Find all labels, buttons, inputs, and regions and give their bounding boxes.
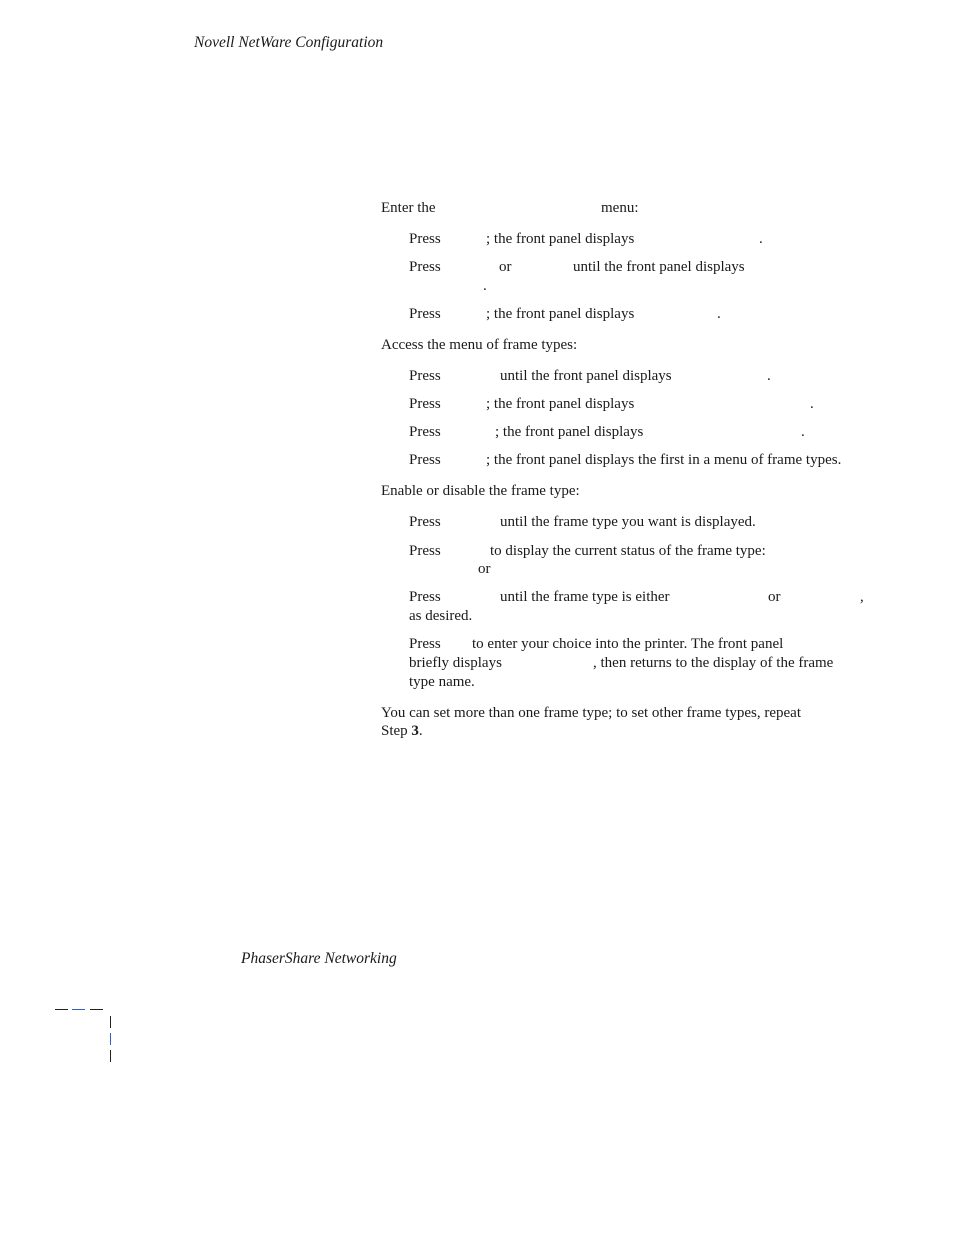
- closing-line-1: You can set more than one frame type; to set other frame types, repeat: [381, 705, 801, 721]
- running-header: Novell NetWare Configuration: [194, 34, 384, 51]
- step2d-press: Press: [409, 452, 441, 468]
- step2b-text: ; the front panel displays: [486, 396, 635, 412]
- step3b-or: or: [478, 561, 491, 577]
- step3a-text: until the frame type you want is displayed.: [500, 514, 756, 530]
- closing-step-word: Step: [381, 723, 412, 739]
- running-footer: PhaserShare Networking: [241, 950, 397, 967]
- step2b-press: Press: [409, 396, 441, 412]
- step1a-period: .: [759, 231, 763, 247]
- crop-mark-v3: [110, 1050, 111, 1062]
- step3d-end: type name.: [409, 674, 475, 690]
- step1c-press: Press: [409, 306, 441, 322]
- crop-mark-h3: [90, 1009, 103, 1010]
- step3b-text: to display the current status of the frame type:: [490, 543, 766, 559]
- step1-intro-end: menu:: [601, 200, 639, 216]
- step2b-period: .: [810, 396, 814, 412]
- step1-intro-start: Enter the: [381, 200, 436, 216]
- step1a-press: Press: [409, 231, 441, 247]
- step2a-text: until the front panel displays: [500, 368, 672, 384]
- step3c-tail: as desired.: [409, 608, 473, 624]
- step3d-press: Press: [409, 636, 441, 652]
- step3c-or: or: [768, 589, 781, 605]
- step3c-press: Press: [409, 589, 441, 605]
- step2c-period: .: [801, 424, 805, 440]
- step2-intro: Access the menu of frame types:: [381, 337, 578, 353]
- step2a-press: Press: [409, 368, 441, 384]
- crop-mark-v1: [110, 1016, 111, 1028]
- step1b-or: or: [499, 259, 512, 275]
- step1b-period: .: [483, 278, 487, 294]
- step1b-press: Press: [409, 259, 441, 275]
- closing-period: .: [418, 723, 423, 739]
- step1c-text: ; the front panel displays: [486, 306, 635, 322]
- crop-mark-h1: [55, 1009, 68, 1010]
- step3d-returns: , then returns to the display of the frame: [593, 655, 834, 671]
- step3b-press: Press: [409, 543, 441, 559]
- closing-step-number: 3: [411, 723, 419, 739]
- step3a-press: Press: [409, 514, 441, 530]
- step1a-text: ; the front panel displays: [486, 231, 635, 247]
- step2c-text: ; the front panel displays: [495, 424, 644, 440]
- crop-mark-v2: [110, 1033, 111, 1045]
- step3d-briefly: briefly displays: [409, 655, 502, 671]
- step2c-press: Press: [409, 424, 441, 440]
- step2d-text: ; the front panel displays the first in a menu of frame types.: [486, 452, 842, 468]
- step2a-period: .: [767, 368, 771, 384]
- step3d-text: to enter your choice into the printer. The front panel: [472, 636, 784, 652]
- step1c-period: .: [717, 306, 721, 322]
- crop-mark-h2: [72, 1009, 85, 1010]
- step3c-text: until the frame type is either: [500, 589, 670, 605]
- step1b-text: until the front panel displays: [573, 259, 745, 275]
- closing-line-2: [381, 722, 423, 740]
- step3-intro: Enable or disable the frame type:: [381, 483, 580, 499]
- step3c-comma: ,: [860, 589, 864, 605]
